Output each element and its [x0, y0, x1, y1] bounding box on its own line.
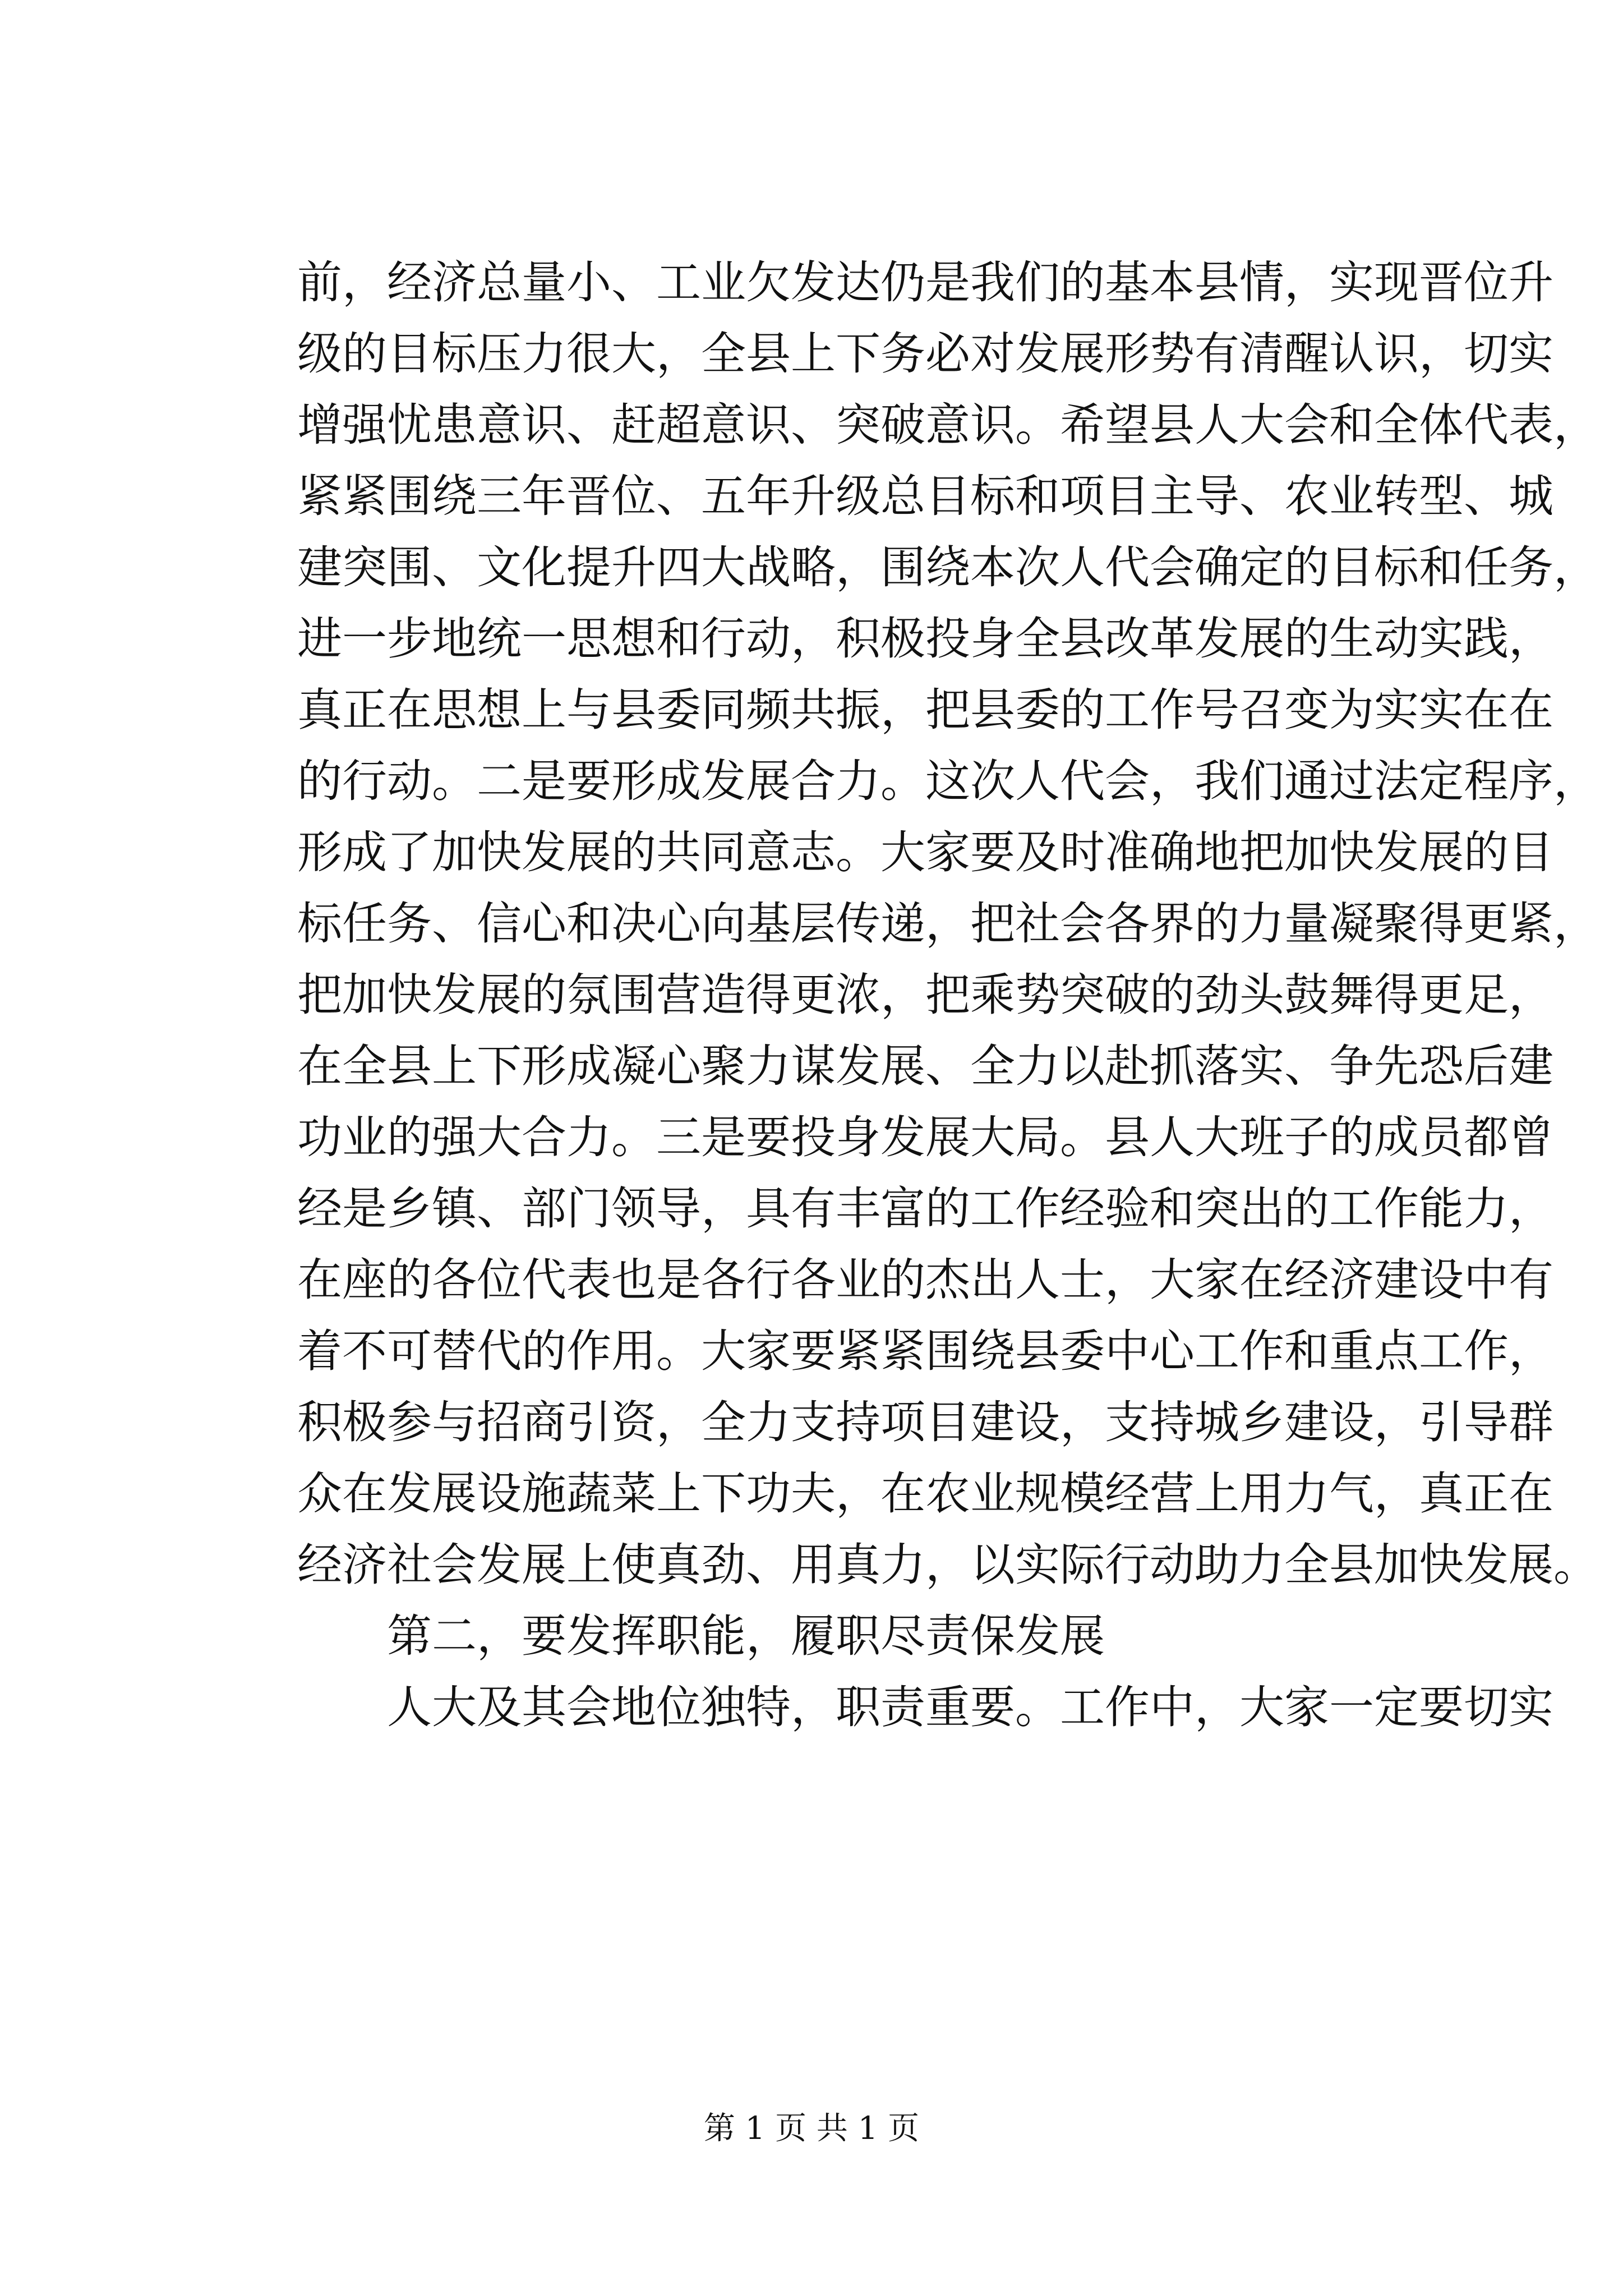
text-line: 积极参与招商引资，全力支持项目建设，支持城乡建设，引导群 — [297, 1396, 1553, 1448]
text-line: 紧紧围绕三年晋位、五年升级总目标和项目主导、农业转型、城 — [297, 470, 1553, 522]
text-line: 级的目标压力很大，全县上下务必对发展形势有清醒认识，切实 — [297, 328, 1553, 380]
text-line: 在座的各位代表也是各行各业的杰出人士，大家在经济建设中有 — [297, 1254, 1553, 1306]
text-line: 在全县上下形成凝心聚力谋发展、全力以赴抓落实、争先恐后建 — [297, 1040, 1553, 1092]
text-line: 前，经济总量小、工业欠发达仍是我们的基本县情，实现晋位升 — [297, 256, 1553, 309]
paragraph-start-line: 人大及其会地位独特，职责重要。工作中，大家一定要切实 — [387, 1681, 1553, 1733]
text-line: 把加快发展的氛围营造得更浓，把乘势突破的劲头鼓舞得更足， — [297, 969, 1553, 1021]
text-line: 功业的强大合力。三是要投身发展大局。县人大班子的成员都曾 — [297, 1111, 1553, 1163]
page-footer: 第 1 页 共 1 页 — [703, 2110, 920, 2147]
text-line: 真正在思想上与县委同频共振，把县委的工作号召变为实实在在 — [297, 684, 1553, 736]
text-line: 的行动。二是要形成发展合力。这次人代会，我们通过法定程序， — [297, 755, 1598, 807]
text-line: 建突围、文化提升四大战略，围绕本次人代会确定的目标和任务， — [297, 541, 1598, 593]
text-line: 形成了加快发展的共同意志。大家要及时准确地把加快发展的目 — [297, 826, 1553, 878]
text-line: 标任务、信心和决心向基层传递，把社会各界的力量凝聚得更紧， — [297, 898, 1598, 950]
section-heading: 第二，要发挥职能，履职尽责保发展 — [387, 1610, 1105, 1662]
text-line: 进一步地统一思想和行动，积极投身全县改革发展的生动实践， — [297, 613, 1553, 665]
text-line: 众在发展设施蔬菜上下功夫，在农业规模经营上用力气，真正在 — [297, 1467, 1553, 1520]
text-line: 着不可替代的作用。大家要紧紧围绕县委中心工作和重点工作， — [297, 1325, 1553, 1377]
body-text — [297, 247, 1598, 1743]
text-line: 经济社会发展上使真劲、用真力，以实际行动助力全县加快发展。 — [297, 1539, 1598, 1591]
text-line: 经是乡镇、部门领导，具有丰富的工作经验和突出的工作能力， — [297, 1182, 1553, 1235]
text-line: 增强忧患意识、赶超意识、突破意识。希望县人大会和全体代表， — [297, 399, 1598, 451]
